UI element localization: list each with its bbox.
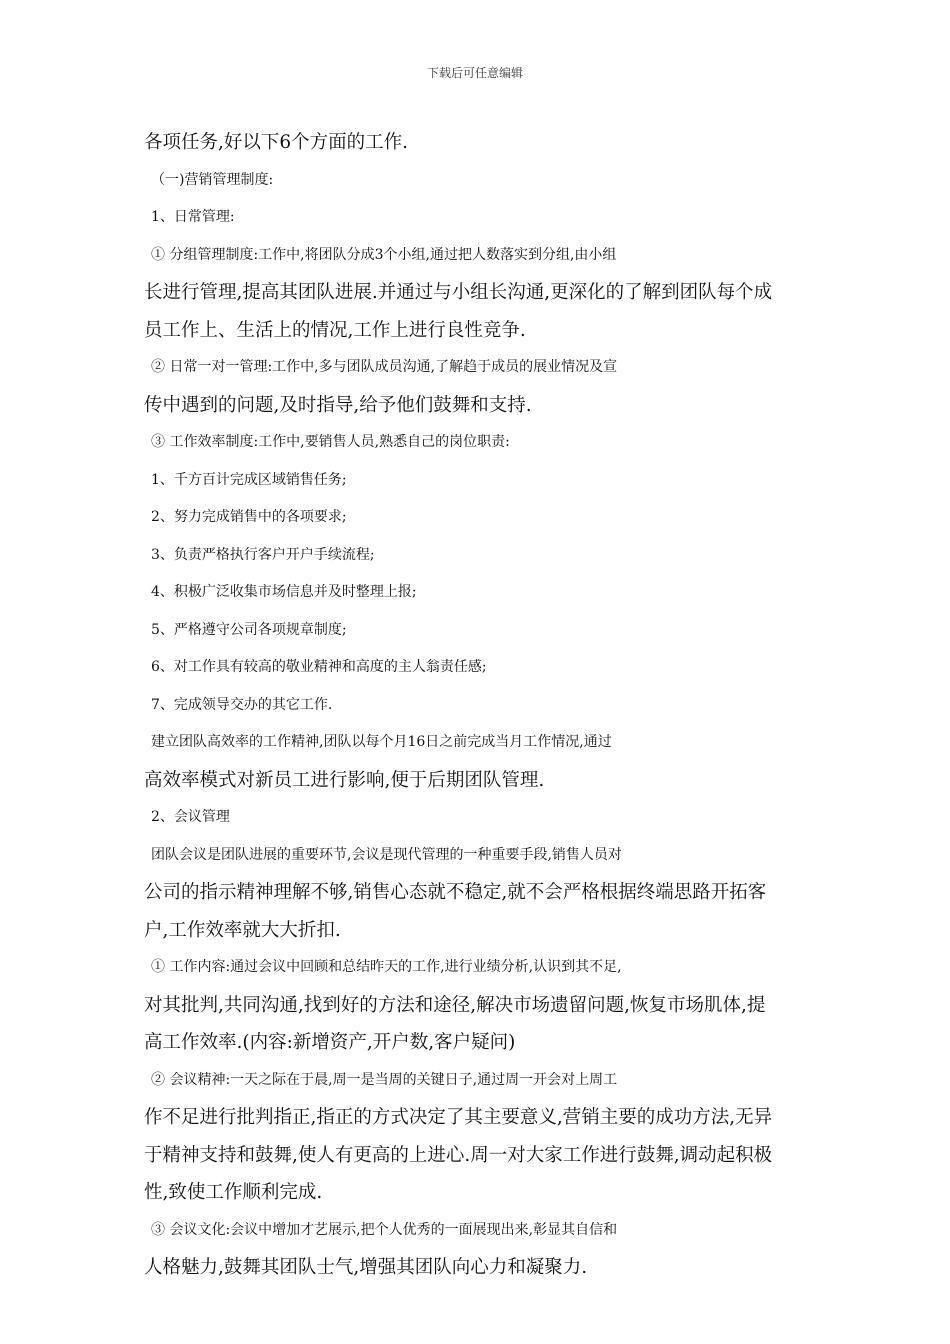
text-line: 5、严格遵守公司各项规章制度; [151, 621, 347, 638]
text-line: 6、对工作具有较高的敬业精神和高度的主人翁责任感; [151, 659, 487, 675]
text-line: （一)营销管理制度: [151, 171, 274, 188]
text-line: ② 会议精神:一天之际在于晨,周一是当周的关键日子,通过周一开会对上周工 [151, 1071, 618, 1088]
text-line: 对其批判,共同沟通,找到好的方法和途径,解决市场遗留问题,恢复市场肌体,提 [144, 994, 766, 1016]
text-line: ② 日常一对一管理:工作中,多与团队成员沟通,了解趋于成员的展业情况及宣 [151, 359, 618, 375]
text-line: 3、负责严格执行客户开户手续流程; [151, 546, 375, 563]
text-line: 团队会议是团队进展的重要环节,会议是现代管理的一种重要手段,销售人员对 [151, 846, 622, 863]
text-line: 建立团队高效率的工作精神,团队以每个月16日之前完成当月工作情况,通过 [151, 734, 612, 750]
text-line: ① 分组管理制度:工作中,将团队分成3个小组,通过把人数落实到分组,由小组 [151, 246, 617, 263]
text-line: 作不足进行批判指正,指正的方式决定了其主要意义,营销主要的成功方法,无异 [144, 1107, 773, 1128]
text-line: 高工作效率.(内容:新增资产,开户数,客户疑问) [144, 1032, 516, 1053]
text-line: 员工作上、生活上的情况,工作上进行良性竞争. [144, 319, 526, 341]
text-line: 1、日常管理: [151, 209, 235, 225]
text-line: 2、努力完成销售中的各项要求; [151, 509, 347, 525]
text-line: 人格魅力,鼓舞其团队士气,增强其团队向心力和凝聚力. [144, 1257, 588, 1278]
text-line: 各项任务,好以下6个方面的工作. [144, 132, 409, 153]
text-line: 传中遇到的问题,及时指导,给予他们鼓舞和支持. [144, 394, 532, 416]
text-line: 2、会议管理 [151, 809, 230, 825]
text-line: 高效率模式对新员工进行影响,便于后期团队管理. [144, 769, 545, 791]
text-line: ① 工作内容:通过会议中回顾和总结昨天的工作,进行业绩分析,认识到其不足, [151, 959, 622, 975]
text-line: ③ 工作效率制度:工作中,要销售人员,熟悉自己的岗位职责: [151, 434, 510, 450]
text-line: 性,致使工作顺利完成. [144, 1182, 323, 1203]
text-line: 4、积极广泛收集市场信息并及时整理上报; [151, 584, 417, 600]
page-header: 下载后可任意编辑 [426, 66, 523, 80]
text-line: 1、千方百计完成区域销售任务; [151, 471, 347, 488]
text-line: 于精神支持和鼓舞,使人有更高的上进心.周一对大家工作进行鼓舞,调动起积极 [144, 1144, 773, 1166]
text-line: ③ 会议文化:会议中增加才艺展示,把个人优秀的一面展现出来,彰显其自信和 [151, 1221, 618, 1238]
text-line: 公司的指示精神理解不够,销售心态就不稳定,就不会严格根据终端思路开拓客 [144, 882, 767, 903]
document-body [144, 124, 824, 1287]
text-line: 户,工作效率就大大折扣. [144, 919, 341, 941]
text-line: 7、完成领导交办的其它工作. [151, 696, 333, 713]
text-line: 长进行管理,提高其团队进展.并通过与小组长沟通,更深化的了解到团队每个成 [144, 282, 773, 303]
